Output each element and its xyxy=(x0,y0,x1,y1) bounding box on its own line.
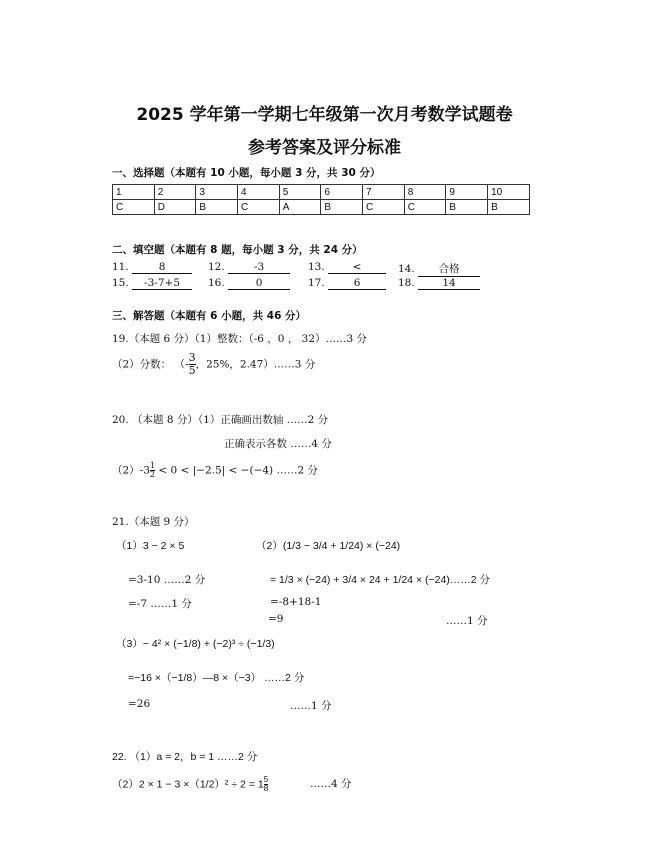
q22-p2: （2）2 × 1 − 3 ×（1/2）² ÷ 2 = 1 $\frac{5}{8}$ xyxy=(112,775,269,793)
answer-cell: D xyxy=(154,200,196,215)
item-number: 11. xyxy=(112,261,129,273)
item-answer: < xyxy=(328,261,386,274)
fill-item xyxy=(398,277,480,290)
q20-part1b: 正确表示各数 ……4 分 xyxy=(224,438,332,450)
document-title: 2025 学年第一学期七年级第一次月考数学试题卷 xyxy=(136,105,513,125)
answer-cell: C xyxy=(363,200,405,215)
q20-part1: 20. （本题 8 分）（1）正确画出数轴 ……2 分 xyxy=(112,414,329,426)
table-row-answers xyxy=(113,200,530,215)
answer-cell: C xyxy=(113,200,155,215)
document-subtitle: 参考答案及评分标准 xyxy=(248,138,401,158)
q21-p2-step3: =9 xyxy=(268,613,284,625)
q21-p2: （2）(1/3 − 3/4 + 1/24) × (−24) xyxy=(256,540,401,552)
fill-item xyxy=(112,277,192,290)
q21-p1-step2: =-7 ……1 分 xyxy=(128,598,192,610)
answer-cell: C xyxy=(404,200,446,215)
q20-part2: （2）-3 $\frac{1}{2}$ < 0 < |−2.5| < −(−4) ……2 分 xyxy=(112,461,319,479)
q19-part1: 19.（本题 6 分）（1）整数：（-6 ，0 ， 32）……3 分 xyxy=(112,333,368,345)
fraction: $\frac{1}{2}$ xyxy=(149,461,156,479)
answer-cell: B xyxy=(196,200,238,215)
question-number: 4 xyxy=(238,185,280,200)
q21-p3: （3）− 4² × (−1/8) + (−2)³ ÷ (−1/3) xyxy=(116,638,275,650)
q22-p1: 22. （1）a = 2，b = 1 ……2 分 xyxy=(112,751,258,763)
fill-item xyxy=(208,261,290,274)
item-number: 14. xyxy=(398,263,415,275)
q21-p2-step2: =-8+18-1 xyxy=(270,596,322,608)
item-answer: 合格 xyxy=(418,261,480,277)
question-number: 2 xyxy=(154,185,196,200)
question-number: 9 xyxy=(446,185,488,200)
item-answer: -3-7+5 xyxy=(132,277,192,290)
answer-cell: B xyxy=(446,200,488,215)
item-answer: 14 xyxy=(418,277,480,290)
section2-heading: 二、填空题（本题有 8 题，每小题 3 分，共 24 分） xyxy=(112,244,363,256)
item-number: 17. xyxy=(308,277,325,289)
question-number: 10 xyxy=(488,185,530,200)
item-answer: 0 xyxy=(228,277,290,290)
answer-cell: B xyxy=(488,200,530,215)
q21-heading: 21.（本题 9 分） xyxy=(112,516,195,528)
answer-cell: B xyxy=(321,200,363,215)
item-answer: 6 xyxy=(328,277,386,290)
question-number: 5 xyxy=(279,185,321,200)
answer-cell: C xyxy=(238,200,280,215)
fraction: $\frac{5}{8}$ xyxy=(263,775,269,793)
section1-heading: 一、选择题（本题有 10 小题，每小题 3 分，共 30 分） xyxy=(112,167,381,179)
question-number: 1 xyxy=(113,185,155,200)
q19-part2: （2）分数： （- $\frac{3}{5}$ ，25%，2.47）……3 分 xyxy=(112,351,316,377)
item-number: 12. xyxy=(208,261,225,273)
q21-p2-step3-score: ……1 分 xyxy=(446,615,488,627)
question-number: 7 xyxy=(363,185,405,200)
item-answer: 8 xyxy=(132,261,192,274)
q21-p3-step1: =−16 ×（−1/8）—8 ×（−3） ……2 分 xyxy=(128,672,305,684)
question-number: 3 xyxy=(196,185,238,200)
fill-item xyxy=(112,261,192,274)
fraction: $\frac{3}{5}$ xyxy=(188,351,196,377)
fill-item xyxy=(308,277,386,290)
answer-cell: A xyxy=(279,200,321,215)
fill-item xyxy=(208,277,290,290)
question-number: 6 xyxy=(321,185,363,200)
fill-item xyxy=(398,261,480,277)
q21-p1: （1）3 − 2 × 5 xyxy=(116,540,185,552)
item-number: 13. xyxy=(308,261,325,273)
q22-p2-score: ……4 分 xyxy=(310,778,352,790)
fill-item xyxy=(308,261,386,274)
question-number: 8 xyxy=(404,185,446,200)
item-answer: -3 xyxy=(228,261,290,274)
item-number: 16. xyxy=(208,277,225,289)
answer-table xyxy=(112,184,530,215)
item-number: 18. xyxy=(398,277,415,289)
item-number: 15. xyxy=(112,277,129,289)
q21-p3-step2: =26 xyxy=(128,698,151,710)
q21-p1-step1: =3-10 ……2 分 xyxy=(128,574,206,586)
table-row-numbers xyxy=(113,185,530,200)
q21-p2-step1: = 1/3 × (−24) + 3/4 × 24 + 1/24 × (−24)……2 分 xyxy=(270,574,491,586)
q21-p3-step2-score: ……1 分 xyxy=(290,700,332,712)
section3-heading: 三、解答题（本题有 6 小题，共 46 分） xyxy=(112,310,307,322)
